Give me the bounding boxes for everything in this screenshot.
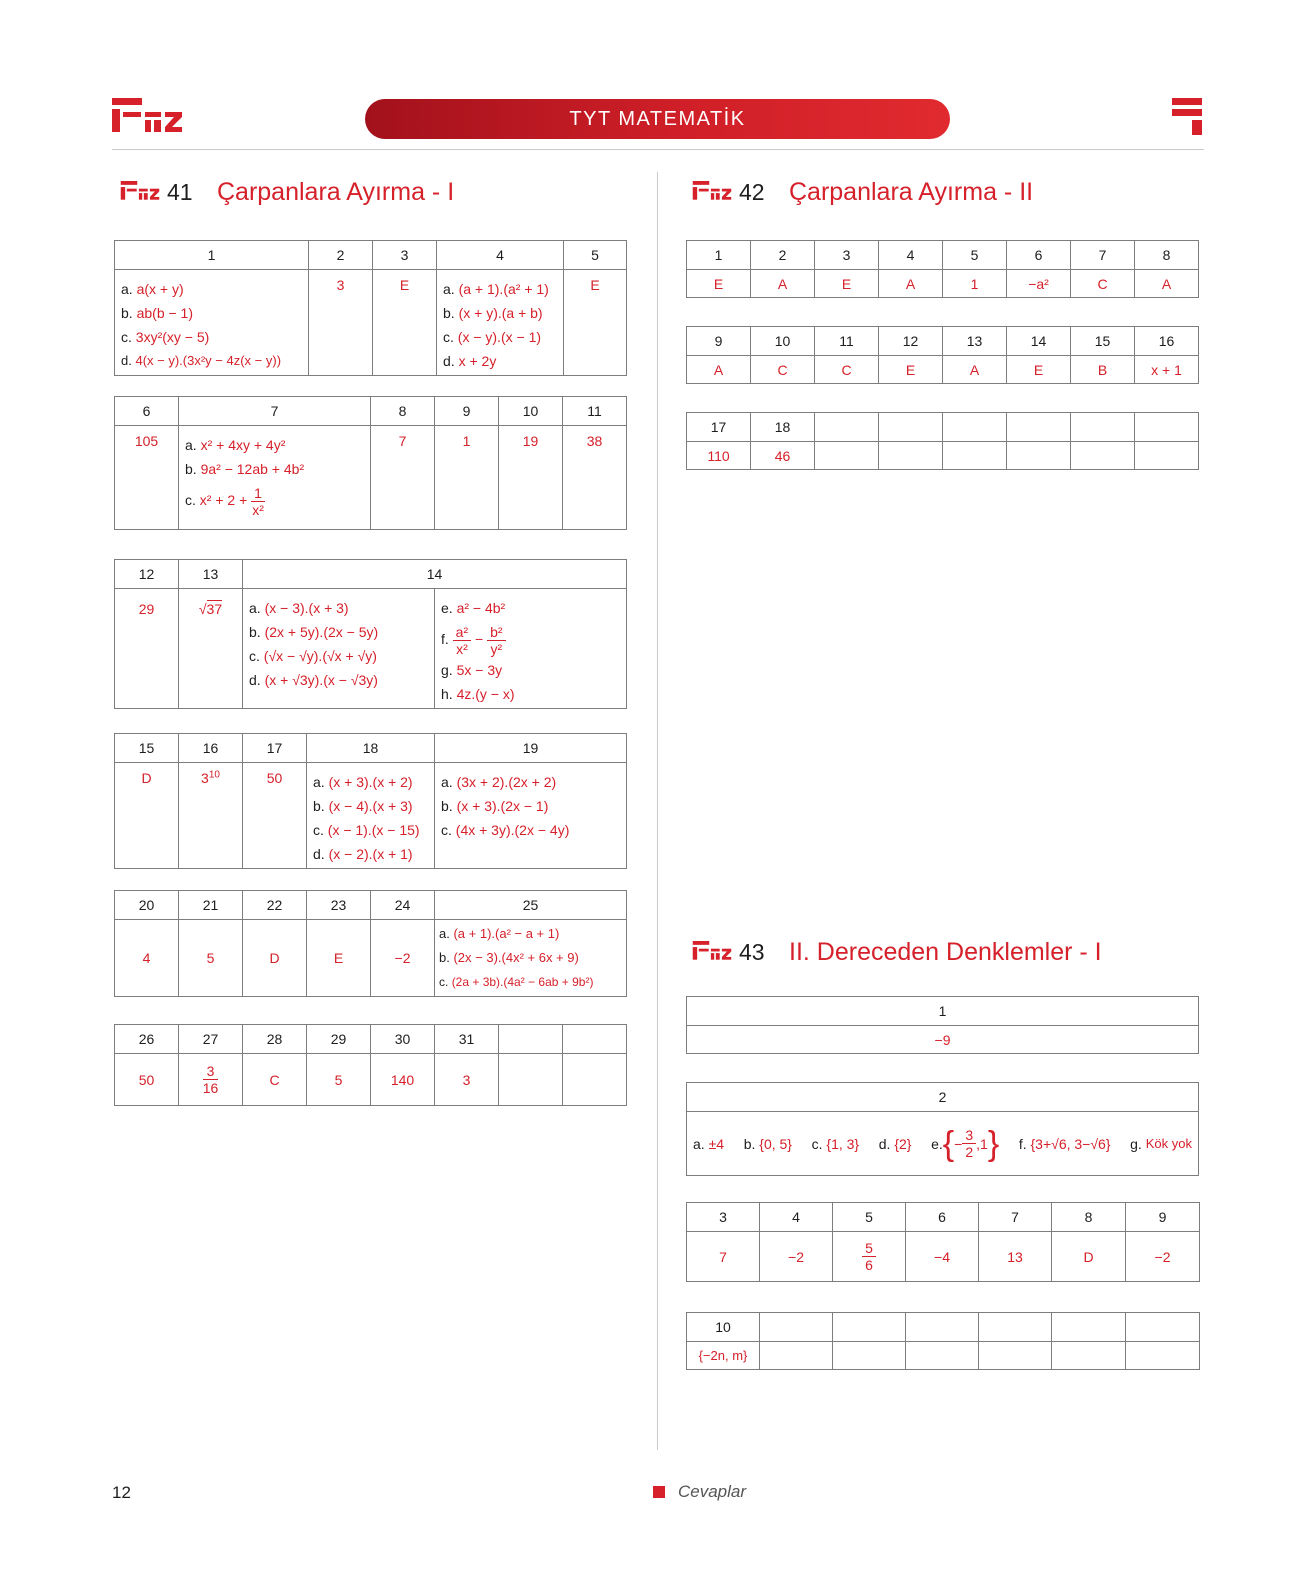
answer: (3x + 2).(2x + 2): [456, 774, 557, 790]
q-number: 3: [687, 1203, 760, 1232]
answer-table-43-2: [686, 1082, 1199, 1176]
answer-cell: √37: [179, 589, 243, 709]
answer: 110: [687, 442, 751, 470]
answer: (x + √3y).(x − √3y): [264, 672, 378, 688]
answer: 140: [371, 1054, 435, 1106]
answer: (a + 1).(a² + 1): [458, 281, 549, 297]
answer: (x + 3).(x + 2): [328, 774, 413, 790]
q-number: 10: [687, 1313, 760, 1342]
answer: −4: [906, 1232, 979, 1282]
footer-label: Cevaplar: [678, 1482, 747, 1501]
faz-mini-logo: [119, 181, 161, 203]
answer: 50: [115, 1054, 179, 1106]
answer: (x − 4).(x + 3): [328, 798, 413, 814]
answer: E: [1007, 356, 1071, 384]
q-number: 18: [307, 734, 435, 763]
q-number: 6: [1007, 241, 1071, 270]
answer: (x − 3).(x + 3): [264, 600, 349, 616]
fraction: $\frac{3}{16}$: [202, 1063, 219, 1096]
answer: 5: [179, 920, 243, 997]
q-number: 16: [179, 734, 243, 763]
answer: C: [243, 1054, 307, 1106]
answer: 4: [115, 920, 179, 997]
q-number: 13: [943, 327, 1007, 356]
empty-cell: [1071, 442, 1135, 470]
answer-cell: a. (a + 1).(a² + 1) b. (x + y).(a + b) c. (x − y).(x − 1) d. x + 2y: [437, 270, 564, 376]
answer-table-42-1: [686, 240, 1199, 298]
answer: E: [564, 270, 627, 376]
q-number: 22: [243, 891, 307, 920]
answer: (2a + 3b).(4a² − 6ab + 9b²): [451, 975, 594, 989]
section-title: Çarpanlara Ayırma - II: [789, 177, 1034, 206]
answer: 4z.(y − x): [456, 686, 515, 702]
answer-table-41-4: [114, 733, 627, 869]
answer: (x − 1).(x − 15): [327, 822, 420, 838]
answer: {1, 3}: [826, 1135, 860, 1152]
answer: D: [1052, 1232, 1126, 1282]
q-number: 16: [1135, 327, 1199, 356]
q-number: 3: [373, 241, 437, 270]
q-number: 15: [115, 734, 179, 763]
answer: E: [815, 270, 879, 298]
q-number: 8: [1135, 241, 1199, 270]
q-number: 26: [115, 1025, 179, 1054]
q-number: 12: [115, 560, 179, 589]
q-number: 20: [115, 891, 179, 920]
empty-cell: [879, 413, 943, 442]
answer: C: [1071, 270, 1135, 298]
answer-cell: a. (x + 3).(x + 2) b. (x − 4).(x + 3) c. (x − 1).(x − 15) d. (x − 2).(x + 1): [307, 763, 435, 869]
empty-cell: [906, 1313, 979, 1342]
answer-cell: [833, 1232, 906, 1282]
section-41-heading: [119, 175, 454, 209]
empty-cell: [815, 413, 879, 442]
faz-mini-logo: [691, 181, 733, 203]
answer-cell: [179, 763, 243, 869]
q-number: 7: [979, 1203, 1052, 1232]
faz-mini-logo: [691, 941, 733, 963]
q-number: 24: [371, 891, 435, 920]
answer: 5x − 3y: [456, 662, 503, 678]
empty-cell: [563, 1025, 627, 1054]
exponent: 10: [208, 769, 220, 781]
empty-cell: [499, 1054, 563, 1106]
answer: 37: [206, 601, 223, 617]
answer: E: [373, 270, 437, 376]
q-number: 11: [815, 327, 879, 356]
q-number: 8: [1052, 1203, 1126, 1232]
empty-cell: [1007, 413, 1071, 442]
q-number: 7: [179, 397, 371, 426]
q-number: 17: [687, 413, 751, 442]
answer: 13: [979, 1232, 1052, 1282]
q-number: 13: [179, 560, 243, 589]
empty-cell: [979, 1342, 1052, 1370]
q-number: 4: [437, 241, 564, 270]
q-number: 1: [687, 241, 751, 270]
answer: 3: [435, 1054, 499, 1106]
section-42-heading: [691, 175, 1033, 209]
q-number: 9: [1126, 1203, 1200, 1232]
answer: −2: [371, 920, 435, 997]
empty-cell: [760, 1313, 833, 1342]
answer: A: [879, 270, 943, 298]
footer-square-icon: [653, 1486, 665, 1498]
header-banner: [365, 99, 950, 139]
answer: (a + 1).(a² − a + 1): [453, 926, 560, 941]
q-number: 23: [307, 891, 371, 920]
answer: 46: [751, 442, 815, 470]
answer-cell: a. a(x + y) b. ab(b − 1) c. 3xy²(xy − 5) d. 4(x − y).(3x²y − 4z(x − y)): [115, 270, 309, 376]
answer: −a²: [1007, 270, 1071, 298]
answer-table-41-6: [114, 1024, 627, 1106]
faz-mark-icon: [1172, 98, 1202, 138]
q-number: 4: [879, 241, 943, 270]
q-number: 2: [687, 1083, 1199, 1112]
answer: 7: [371, 426, 435, 530]
q-number: 3: [815, 241, 879, 270]
q-number: 27: [179, 1025, 243, 1054]
answer: (2x + 5y).(2x − 5y): [264, 624, 379, 640]
answer: A: [751, 270, 815, 298]
answer: A: [687, 356, 751, 384]
answer: 1: [435, 426, 499, 530]
q-number: 25: [435, 891, 627, 920]
fraction: $\frac{3}{2}$: [962, 1127, 976, 1160]
empty-cell: [833, 1342, 906, 1370]
answer-table-43-1: [686, 996, 1199, 1054]
q-number: 9: [687, 327, 751, 356]
faz-logo: [112, 98, 182, 138]
section-title: II. Dereceden Denklemler - I: [789, 937, 1102, 966]
answer-options: a. ±4 b. {0, 5} c. {1, 3} d. {2} e. { − $\frac{3}{2}$ ,1 } f. {3+√6, 3−√6} g. Kök yok: [693, 1124, 1192, 1163]
answer: D: [115, 763, 179, 869]
answer-cell: a. x² + 4xy + 4y² b. 9a² − 12ab + 4b² c. x² + 2 + $\frac{1}{\text{x²}}$: [179, 426, 371, 530]
q-number: 1: [687, 997, 1199, 1026]
header-title: TYT MATEMATİK: [569, 107, 746, 130]
answer: (x − y).(x − 1): [457, 329, 542, 345]
answer: {0, 5}: [759, 1135, 792, 1152]
answer: x + 2y: [458, 353, 497, 369]
q-number: 8: [371, 397, 435, 426]
answer: 7: [687, 1232, 760, 1282]
answer: (x − 2).(x + 1): [328, 846, 413, 862]
answer: E: [307, 920, 371, 997]
q-number: 2: [751, 241, 815, 270]
answer: −2: [760, 1232, 833, 1282]
empty-cell: [943, 442, 1007, 470]
answer: A: [943, 356, 1007, 384]
section-number: 43: [739, 938, 765, 965]
answer-table-42-2: [686, 326, 1199, 384]
answer: 5: [307, 1054, 371, 1106]
answer: −2: [1126, 1232, 1200, 1282]
answer-table-41-5: [114, 890, 627, 997]
answer-table-42-3: [686, 412, 1199, 470]
empty-cell: [1135, 413, 1199, 442]
empty-cell: [499, 1025, 563, 1054]
answer-table-43-3: [686, 1202, 1200, 1282]
empty-cell: [1135, 442, 1199, 470]
answer-table-41-1: [114, 240, 627, 376]
answer: 3: [201, 770, 209, 786]
answer-cell: e. a² − 4b² f. $\frac{\text{a²}}{\text{x²}}$ − $\frac{\text{b²}}{\text{y²}}$ g. 5x − 3y h. 4z.(y − x): [435, 589, 627, 709]
answer: x² + 2 +: [199, 492, 248, 508]
answer: 29: [115, 589, 179, 709]
fraction: $\frac{\text{b²}}{\text{y²}}$: [487, 624, 505, 657]
q-number: 5: [943, 241, 1007, 270]
q-number: 11: [563, 397, 627, 426]
answer: 38: [563, 426, 627, 530]
answer-cell: a. (a + 1).(a² − a + 1) b. (2x − 3).(4x² + 6x + 9) c. (2a + 3b).(4a² − 6ab + 9b²): [435, 920, 627, 997]
answer: {2}: [894, 1135, 912, 1152]
answer: A: [1135, 270, 1199, 298]
empty-cell: [1052, 1313, 1126, 1342]
empty-cell: [979, 1313, 1052, 1342]
empty-cell: [1071, 413, 1135, 442]
fraction: $\frac{5}{6}$: [862, 1240, 876, 1273]
section-title: Çarpanlara Ayırma - I: [217, 177, 455, 206]
section-number: 42: [739, 178, 765, 205]
section-43-heading: [691, 935, 1102, 969]
empty-cell: [879, 442, 943, 470]
q-number: 21: [179, 891, 243, 920]
q-number: 15: [1071, 327, 1135, 356]
answer-table-43-4: [686, 1312, 1200, 1370]
empty-cell: [833, 1313, 906, 1342]
q-number: 18: [751, 413, 815, 442]
answer: C: [751, 356, 815, 384]
q-number: 5: [833, 1203, 906, 1232]
answer: a² − 4b²: [456, 600, 506, 616]
answer: −9: [687, 1026, 1199, 1054]
q-number: 2: [309, 241, 373, 270]
answer: C: [815, 356, 879, 384]
answer-cell: a. (3x + 2).(2x + 2) b. (x + 3).(2x − 1) c. (4x + 3y).(2x − 4y): [435, 763, 627, 869]
section-number: 41: [167, 178, 193, 205]
empty-cell: [1126, 1342, 1200, 1370]
answer: D: [243, 920, 307, 997]
q-number: 17: [243, 734, 307, 763]
answer: ab(b − 1): [136, 305, 194, 321]
answer: x² + 4xy + 4y²: [200, 437, 286, 453]
q-number: 19: [435, 734, 627, 763]
answer: E: [687, 270, 751, 298]
answer: ±4: [708, 1135, 725, 1152]
answer: {−2n, m}: [687, 1342, 760, 1370]
q-number: 6: [115, 397, 179, 426]
q-number: 5: [564, 241, 627, 270]
answer: 3xy²(xy − 5): [135, 329, 210, 345]
header-row: [115, 241, 627, 270]
q-number: 30: [371, 1025, 435, 1054]
answer-cell: [179, 1054, 243, 1106]
answer: (x + y).(a + b): [458, 305, 543, 321]
empty-cell: [943, 413, 1007, 442]
q-number: 7: [1071, 241, 1135, 270]
answer: {3+√6, 3−√6}: [1030, 1135, 1111, 1152]
answer: (√x − √y).(√x + √y): [263, 648, 377, 664]
answer: 50: [243, 763, 307, 869]
empty-cell: [815, 442, 879, 470]
empty-cell: [1007, 442, 1071, 470]
q-number: 12: [879, 327, 943, 356]
page-number: 12: [112, 1483, 131, 1502]
answer: 19: [499, 426, 563, 530]
answer: x + 1: [1135, 356, 1199, 384]
q-number: 10: [751, 327, 815, 356]
header-rule: [112, 149, 1204, 150]
answer: E: [879, 356, 943, 384]
empty-cell: [760, 1342, 833, 1370]
q-number: 28: [243, 1025, 307, 1054]
q-number: 4: [760, 1203, 833, 1232]
q-number: 29: [307, 1025, 371, 1054]
answer: (2x − 3).(4x² + 6x + 9): [453, 950, 579, 965]
answer: (4x + 3y).(2x − 4y): [455, 822, 570, 838]
answer: 9a² − 12ab + 4b²: [200, 461, 305, 477]
q-number: 31: [435, 1025, 499, 1054]
answer-cell: a. (x − 3).(x + 3) b. (2x + 5y).(2x − 5y) c. (√x − √y).(√x + √y) d. (x + √3y).(x − √3y): [243, 589, 435, 709]
answer: B: [1071, 356, 1135, 384]
fraction: $\frac{\text{a²}}{\text{x²}}$: [453, 624, 471, 657]
empty-cell: [906, 1342, 979, 1370]
answer: (x + 3).(2x − 1): [456, 798, 549, 814]
answer: 4(x − y).(3x²y − 4z(x − y)): [135, 353, 282, 368]
fraction: $\frac{1}{\text{x²}}$: [252, 484, 264, 518]
column-divider: [657, 172, 658, 1450]
answer: 3: [309, 270, 373, 376]
empty-cell: [1052, 1342, 1126, 1370]
q-number: 14: [243, 560, 627, 589]
answer: a(x + y): [136, 281, 184, 297]
empty-cell: [1126, 1313, 1200, 1342]
q-number: 6: [906, 1203, 979, 1232]
answer-cell: [687, 1112, 1199, 1176]
answer: Kök yok: [1145, 1136, 1192, 1151]
empty-cell: [563, 1054, 627, 1106]
answer: 1: [943, 270, 1007, 298]
q-number: 14: [1007, 327, 1071, 356]
answer-table-41-2: [114, 396, 627, 530]
q-number: 9: [435, 397, 499, 426]
answer-table-41-3: [114, 559, 627, 709]
answer: 105: [115, 426, 179, 530]
q-number: 1: [115, 241, 309, 270]
q-number: 10: [499, 397, 563, 426]
